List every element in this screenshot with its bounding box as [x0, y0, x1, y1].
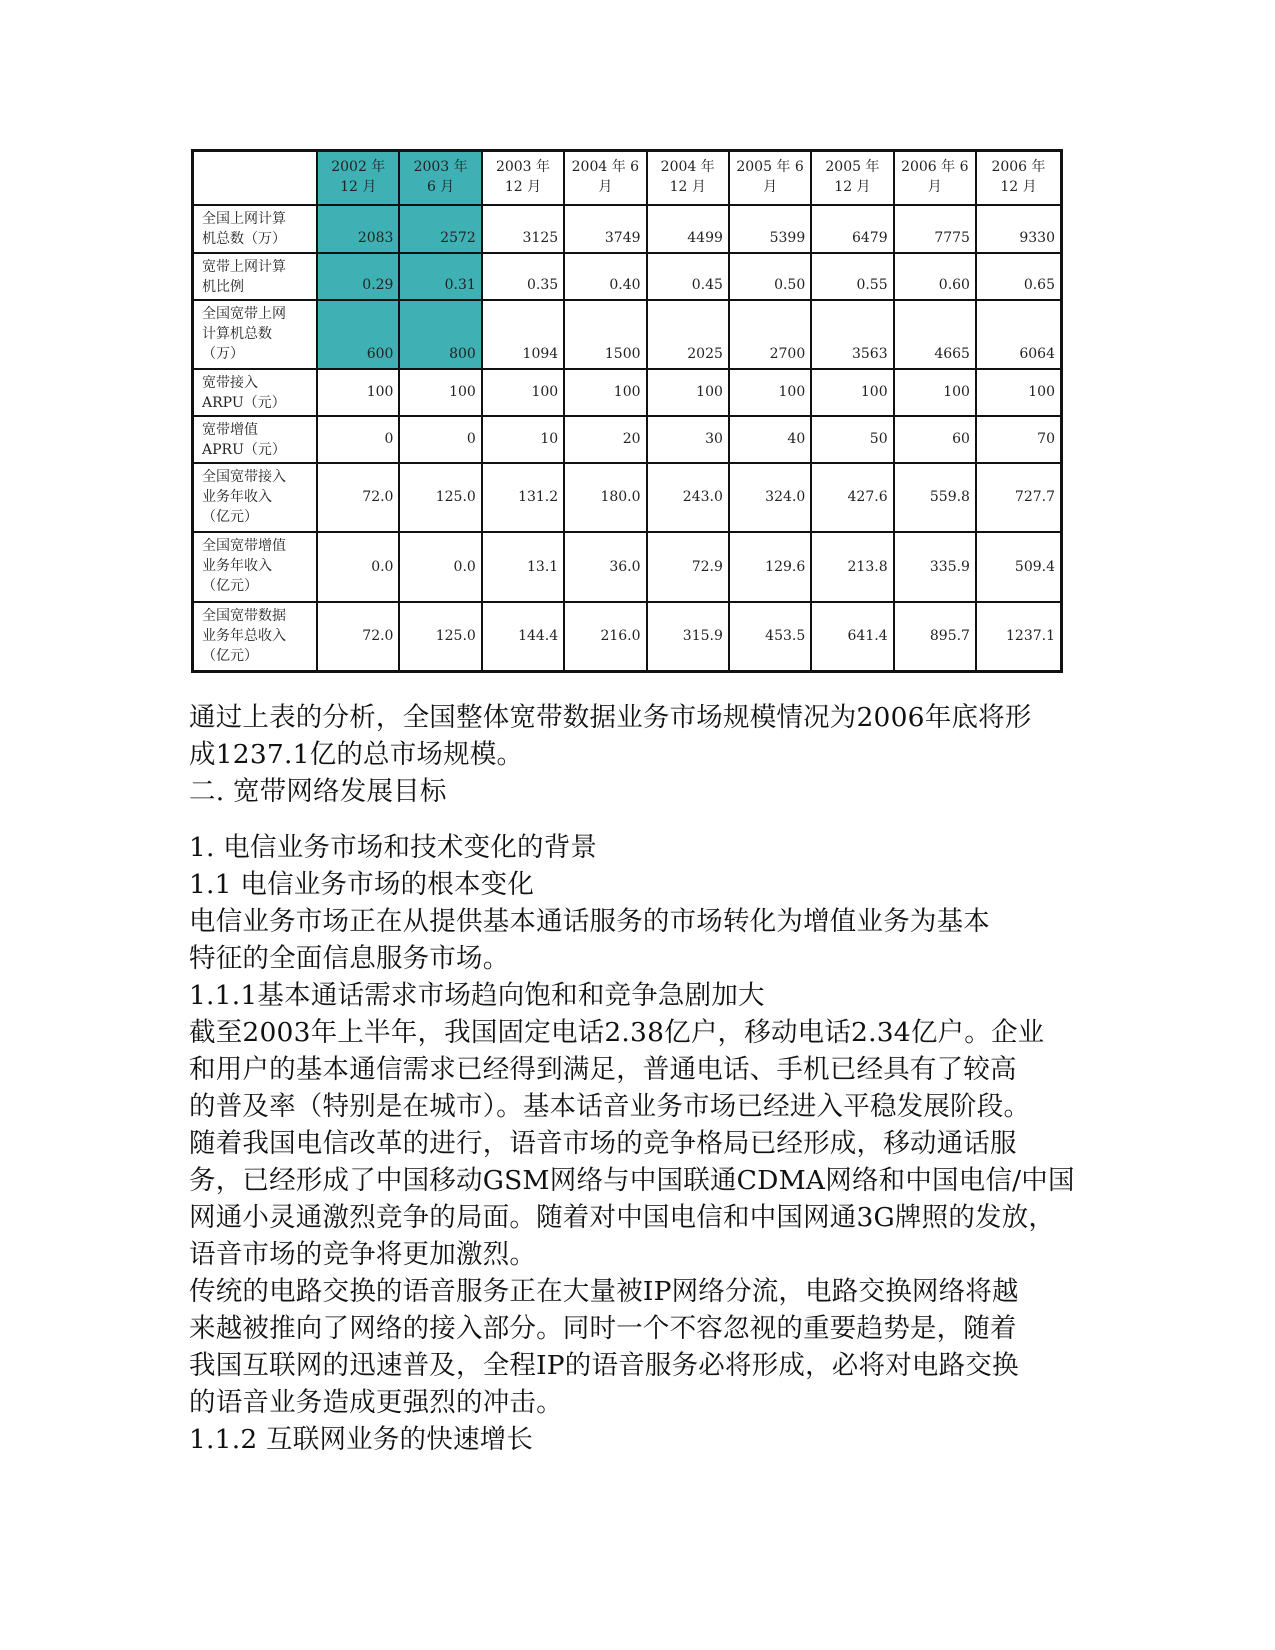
row-label: 全国宽带数据 业务年总收入 （亿元）: [193, 602, 318, 672]
table-row: [193, 300, 1062, 369]
table-cell: 600: [317, 300, 399, 369]
table-cell: 559.8: [894, 463, 976, 532]
header-cell-2006-12: 2006 年 12 月: [976, 151, 1062, 205]
table-cell: 100: [399, 369, 481, 416]
table-cell: 335.9: [894, 532, 976, 602]
header-cell-2003-06: 2003 年 6 月: [399, 151, 481, 205]
table-cell: 3125: [482, 205, 564, 253]
table-cell: 125.0: [399, 463, 481, 532]
subsection-heading: 1.1.1基本通话需求市场趋向饱和和竞争急剧加大: [189, 980, 765, 1011]
table-cell: 2083: [317, 205, 399, 253]
table-cell: 1500: [564, 300, 646, 369]
table-cell: 50: [811, 416, 893, 463]
table-cell: 2025: [647, 300, 729, 369]
header-cell-2005-12: 2005 年 12 月: [811, 151, 893, 205]
body-text-line: 传统的电路交换的语音服务正在大量被IP网络分流，电路交换网络将越: [189, 1276, 1019, 1307]
table-cell: 0.60: [894, 253, 976, 300]
table-cell: 1237.1: [976, 602, 1062, 672]
table-cell: 1094: [482, 300, 564, 369]
table-cell: 0.50: [729, 253, 811, 300]
row-label: 全国上网计算 机总数（万）: [193, 205, 318, 253]
table-cell: 0.45: [647, 253, 729, 300]
table-cell: 70: [976, 416, 1062, 463]
table-cell: 13.1: [482, 532, 564, 602]
table-cell: 243.0: [647, 463, 729, 532]
row-label: 全国宽带上网 计算机总数 （万）: [193, 300, 318, 369]
table-row: [193, 205, 1062, 253]
subsection-heading: 1.1 电信业务市场的根本变化: [189, 869, 535, 900]
header-cell-2006-06: 2006 年 6 月: [894, 151, 976, 205]
row-label: 宽带接入 ARPU（元）: [193, 369, 318, 416]
header-cell-2004-12: 2004 年 12 月: [647, 151, 729, 205]
table-cell: 0.0: [317, 532, 399, 602]
table-cell: 6479: [811, 205, 893, 253]
table-cell: 4665: [894, 300, 976, 369]
table-cell: 30: [647, 416, 729, 463]
table-cell: 0.55: [811, 253, 893, 300]
table-row: [193, 369, 1062, 416]
header-cell-corner: [193, 151, 318, 205]
header-cell-2004-06: 2004 年 6 月: [564, 151, 646, 205]
table-cell: 0.65: [976, 253, 1062, 300]
body-text-line: 随着我国电信改革的进行，语音市场的竞争格局已经形成，移动通话服: [189, 1128, 1017, 1159]
body-text-line: 成1237.1亿的总市场规模。: [189, 739, 524, 770]
table-cell: 180.0: [564, 463, 646, 532]
body-text-line: 通过上表的分析，全国整体宽带数据业务市场规模情况为2006年底将形: [189, 702, 1032, 733]
table-cell: 5399: [729, 205, 811, 253]
header-cell-2005-06: 2005 年 6 月: [729, 151, 811, 205]
table-row: [193, 532, 1062, 602]
table-cell: 641.4: [811, 602, 893, 672]
section-heading: 二. 宽带网络发展目标: [189, 776, 447, 807]
table-cell: 100: [647, 369, 729, 416]
table-cell: 100: [729, 369, 811, 416]
table-cell: 3749: [564, 205, 646, 253]
table-cell: 453.5: [729, 602, 811, 672]
body-text-line: 务，已经形成了中国移动GSM网络与中国联通CDMA网络和中国电信/中国: [189, 1165, 1075, 1196]
table-cell: 0.40: [564, 253, 646, 300]
table-cell: 100: [482, 369, 564, 416]
table-cell: 4499: [647, 205, 729, 253]
table-row: [193, 602, 1062, 672]
table-cell: 72.9: [647, 532, 729, 602]
table-cell: 0: [317, 416, 399, 463]
table-cell: 60: [894, 416, 976, 463]
table-cell: 131.2: [482, 463, 564, 532]
body-text-line: 网通小灵通激烈竞争的局面。随着对中国电信和中国网通3G牌照的发放，: [189, 1202, 1056, 1233]
table-cell: 427.6: [811, 463, 893, 532]
table-cell: 72.0: [317, 463, 399, 532]
table-row: [193, 416, 1062, 463]
table-cell: 36.0: [564, 532, 646, 602]
table-cell: 72.0: [317, 602, 399, 672]
table-cell: 0.31: [399, 253, 481, 300]
table-cell: 315.9: [647, 602, 729, 672]
table-cell: 144.4: [482, 602, 564, 672]
body-text-line: 来越被推向了网络的接入部分。同时一个不容忽视的重要趋势是，随着: [189, 1313, 1017, 1344]
table-cell: 100: [894, 369, 976, 416]
table-row: [193, 253, 1062, 300]
table-cell: 509.4: [976, 532, 1062, 602]
table-row: [193, 463, 1062, 532]
table-cell: 7775: [894, 205, 976, 253]
table-cell: 0.0: [399, 532, 481, 602]
body-text-line: 我国互联网的迅速普及，全程IP的语音服务必将形成，必将对电路交换: [189, 1350, 1019, 1381]
table-cell: 6064: [976, 300, 1062, 369]
table-header-row: [193, 151, 1062, 205]
body-text-line: 和用户的基本通信需求已经得到满足，普通电话、手机已经具有了较高: [189, 1054, 1017, 1085]
table-cell: 800: [399, 300, 481, 369]
table-cell: 0.29: [317, 253, 399, 300]
body-text-line: 截至2003年上半年，我国固定电话2.38亿户，移动电话2.34亿户。企业: [189, 1017, 1045, 1048]
table-cell: 100: [564, 369, 646, 416]
body-text-line: 的语音业务造成更强烈的冲击。: [189, 1387, 563, 1418]
table-cell: 324.0: [729, 463, 811, 532]
table-cell: 3563: [811, 300, 893, 369]
body-text-line: 特征的全面信息服务市场。: [189, 943, 510, 974]
table-cell: 0.35: [482, 253, 564, 300]
subsection-heading: 1. 电信业务市场和技术变化的背景: [189, 832, 598, 863]
row-label: 宽带上网计算 机比例: [193, 253, 318, 300]
table-cell: 129.6: [729, 532, 811, 602]
broadband-market-table: [191, 149, 1063, 673]
table-cell: 213.8: [811, 532, 893, 602]
header-cell-2002-12: 2002 年 12 月: [317, 151, 399, 205]
table-cell: 895.7: [894, 602, 976, 672]
table-cell: 100: [811, 369, 893, 416]
table-cell: 0: [399, 416, 481, 463]
subsection-heading: 1.1.2 互联网业务的快速增长: [189, 1424, 534, 1455]
body-text-line: 电信业务市场正在从提供基本通话服务的市场转化为增值业务为基本: [189, 906, 990, 937]
table-cell: 20: [564, 416, 646, 463]
row-label: 宽带增值 APRU（元）: [193, 416, 318, 463]
body-text-line: 语音市场的竞争将更加激烈。: [189, 1239, 537, 1270]
body-text-line: 的普及率（特别是在城市）。基本话音业务市场已经进入平稳发展阶段。: [189, 1091, 1031, 1122]
table-cell: 100: [317, 369, 399, 416]
table-cell: 2572: [399, 205, 481, 253]
table-cell: 2700: [729, 300, 811, 369]
table-cell: 216.0: [564, 602, 646, 672]
table-cell: 10: [482, 416, 564, 463]
table-cell: 40: [729, 416, 811, 463]
table-cell: 100: [976, 369, 1062, 416]
row-label: 全国宽带接入 业务年收入 （亿元）: [193, 463, 318, 532]
row-label: 全国宽带增值 业务年收入 （亿元）: [193, 532, 318, 602]
table-cell: 727.7: [976, 463, 1062, 532]
table-cell: 125.0: [399, 602, 481, 672]
table-cell: 9330: [976, 205, 1062, 253]
header-cell-2003-12: 2003 年 12 月: [482, 151, 564, 205]
